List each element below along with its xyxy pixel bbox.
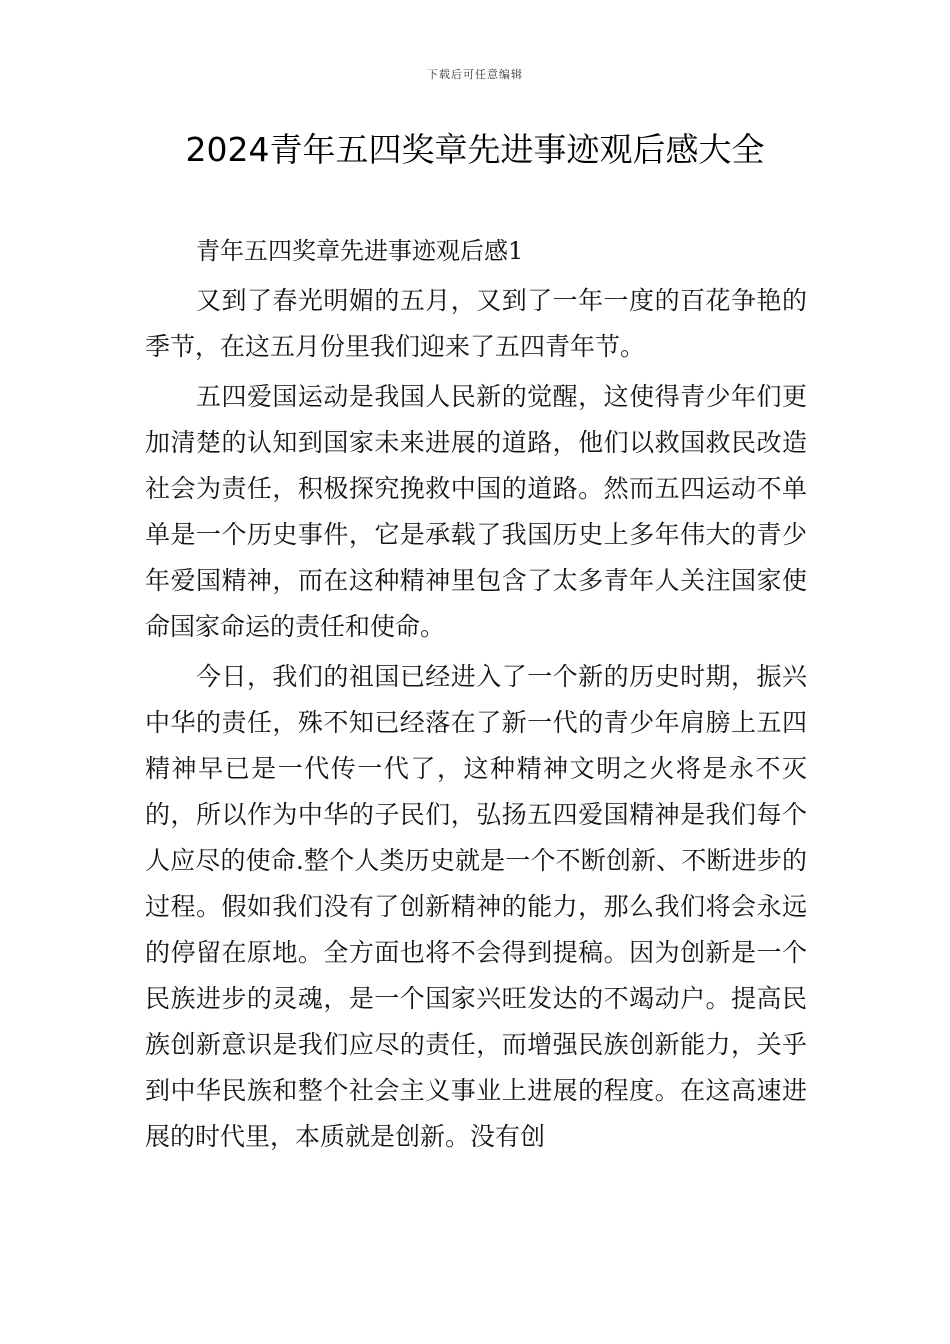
section-heading: 青年五四奖章先进事迹观后感1: [196, 237, 524, 265]
paragraph-2: 五四爱国运动是我国人民新的觉醒，这使得青少年们更加清楚的认知到国家未来进展的道路，他们以救国救民改造社会为责任，积极探究挽救中国的道路。然而五四运动不单单是一个历史事件，它是承载了我国历史上多年伟大的青少年爱国精神，而在这种精神里包含了太多青年人关注国家使命国家命运的责任和使命。: [145, 382, 807, 641]
document-title: 2024青年五四奖章先进事迹观后感大全: [185, 130, 765, 169]
paragraph-1: 又到了春光明媚的五月，又到了一年一度的百花争艳的季节，在这五月份里我们迎来了五四青年节。: [145, 286, 807, 361]
document-body: [145, 228, 807, 1164]
header-note: 下载后可任意编辑: [427, 68, 523, 81]
paragraph-3: 今日，我们的祖国已经进入了一个新的历史时期，振兴中华的责任，殊不知已经落在了新一代的青少年肩膀上五四精神早已是一代传一代了，这种精神文明之火将是永不灭的，所以作为中华的子民们，弘扬五四爱国精神是我们每个人应尽的使命.整个人类历史就是一个不断创新、不断进步的过程。假如我们没有了创新精神的能力，那么我们将会永远的停留在原地。全方面也将不会得到提稿。因为创新是一个民族进步的灵魂，是一个国家兴旺发达的不竭动户。提高民族创新意识是我们应尽的责任，而增强民族创新能力，关乎到中华民族和整个社会主义事业上进展的程度。在这高速进展的时代里，本质就是创新。没有创: [145, 662, 807, 1151]
